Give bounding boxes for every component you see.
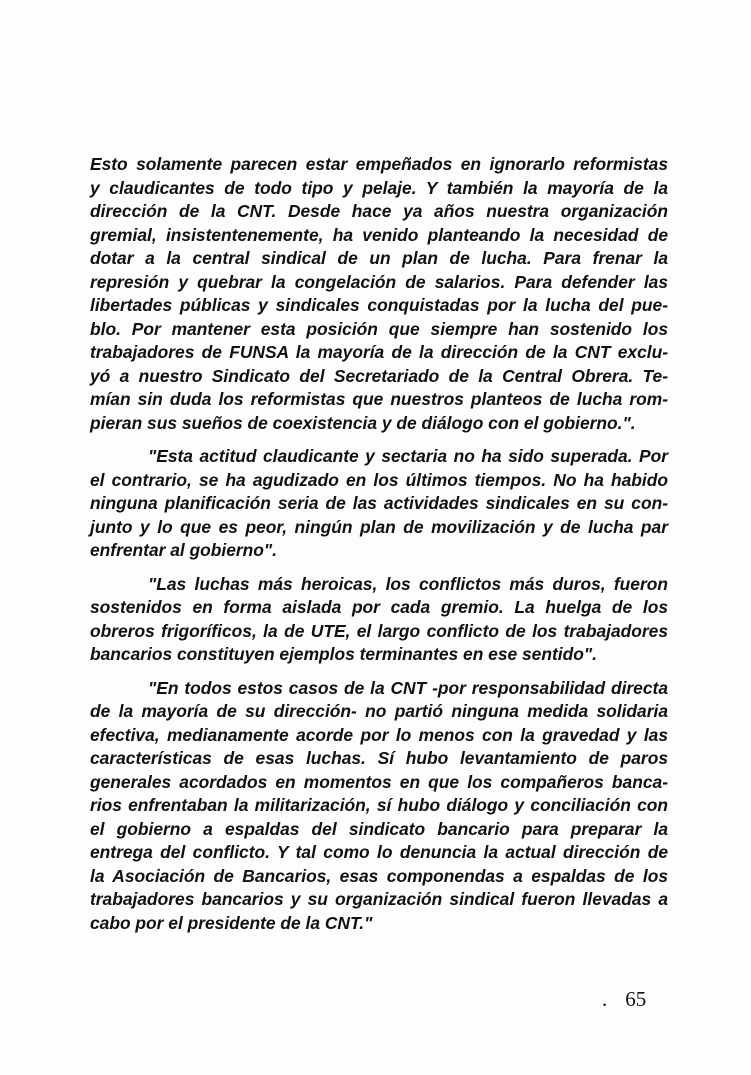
paragraph-2	[90, 445, 668, 563]
body-text	[90, 153, 668, 935]
text-line: y claudicantes de todo tipo y pelaje. Y también la mayoría de la	[90, 177, 668, 198]
page-number-value: 65	[625, 987, 647, 1011]
text-line: rios enfrentaban la militarización, sí hubo diálogo y conciliación con	[90, 795, 668, 815]
text-line: "Esta actitud claudicante y sectaria no ha sido superada. Por	[148, 446, 668, 466]
text-line: yó a nuestro Sindicato del Secretariado de la Central Obrera. Te-	[90, 365, 668, 386]
paragraph-4	[90, 677, 668, 936]
text-line: de la mayoría de su dirección- no partió ninguna medida solidaria	[90, 701, 668, 721]
text-line: "En todos estos casos de la CNT -por responsabilidad directa	[148, 677, 668, 698]
text-line: pieran sus sueños de coexistencia y de diálogo con el gobierno.".	[90, 412, 636, 433]
text-line: enfrentar al gobierno".	[90, 540, 278, 560]
text-line: cabo por el presidente de la CNT."	[90, 912, 373, 933]
text-line: entrega del conflicto. Y tal como lo denuncia la actual dirección de	[90, 842, 668, 862]
text-line: trabajadores bancarios y su organización sindical fueron llevadas a	[90, 889, 668, 909]
text-line: el contrario, se ha agudizado en los últimos tiempos. No ha habido	[90, 469, 668, 490]
page-number	[602, 987, 646, 1012]
text-line: la Asociación de Bancarios, esas componendas a espaldas de los	[90, 865, 668, 886]
text-line: mían sin duda los reformistas que nuestros planteos de lucha rom-	[90, 389, 668, 409]
text-line: efectiva, medianamente acorde por lo menos con la gravedad y las	[90, 724, 668, 745]
page-number-dot: .	[602, 987, 608, 1011]
paragraph-1	[90, 153, 668, 435]
text-line: el gobierno a espaldas del sindicato bancario para preparar la	[90, 818, 668, 839]
text-line: bancarios constituyen ejemplos terminantes en ese sentido".	[90, 644, 597, 664]
text-line: ninguna planificación seria de las actividades sindicales en su con-	[90, 493, 668, 513]
text-line: "Las luchas más heroicas, los conflictos más duros, fueron	[148, 573, 668, 594]
text-line: represión y quebrar la congelación de salarios. Para defender las	[90, 271, 668, 292]
text-line: características de esas luchas. Sí hubo levantamiento de paros	[90, 748, 668, 768]
text-line: libertades públicas y sindicales conquistadas por la lucha del pue-	[90, 295, 668, 315]
paragraph-3	[90, 573, 668, 667]
text-line: sostenidos en forma aislada por cada gremio. La huelga de los	[90, 597, 668, 617]
text-line: dotar a la central sindical de un plan de lucha. Para frenar la	[90, 248, 668, 268]
text-line: gremial, insistentenemente, ha venido planteando la necesidad de	[90, 224, 668, 245]
text-line: dirección de la CNT. Desde hace ya años nuestra organización	[90, 201, 668, 221]
text-line: Esto solamente parecen estar empeñados en ignorarlo reformistas	[90, 154, 668, 174]
text-line: generales acordados en momentos en que los compañeros banca-	[90, 771, 668, 792]
text-line: junto y lo que es peor, ningún plan de movilización y de lucha par	[90, 516, 668, 537]
text-line: obreros frigoríficos, la de UTE, el largo conflicto de los trabajadores	[90, 620, 668, 641]
text-line: blo. Por mantener esta posición que siempre han sostenido los	[90, 318, 668, 339]
text-line: trabajadores de FUNSA la mayoría de la dirección de la CNT exclu-	[90, 342, 668, 362]
